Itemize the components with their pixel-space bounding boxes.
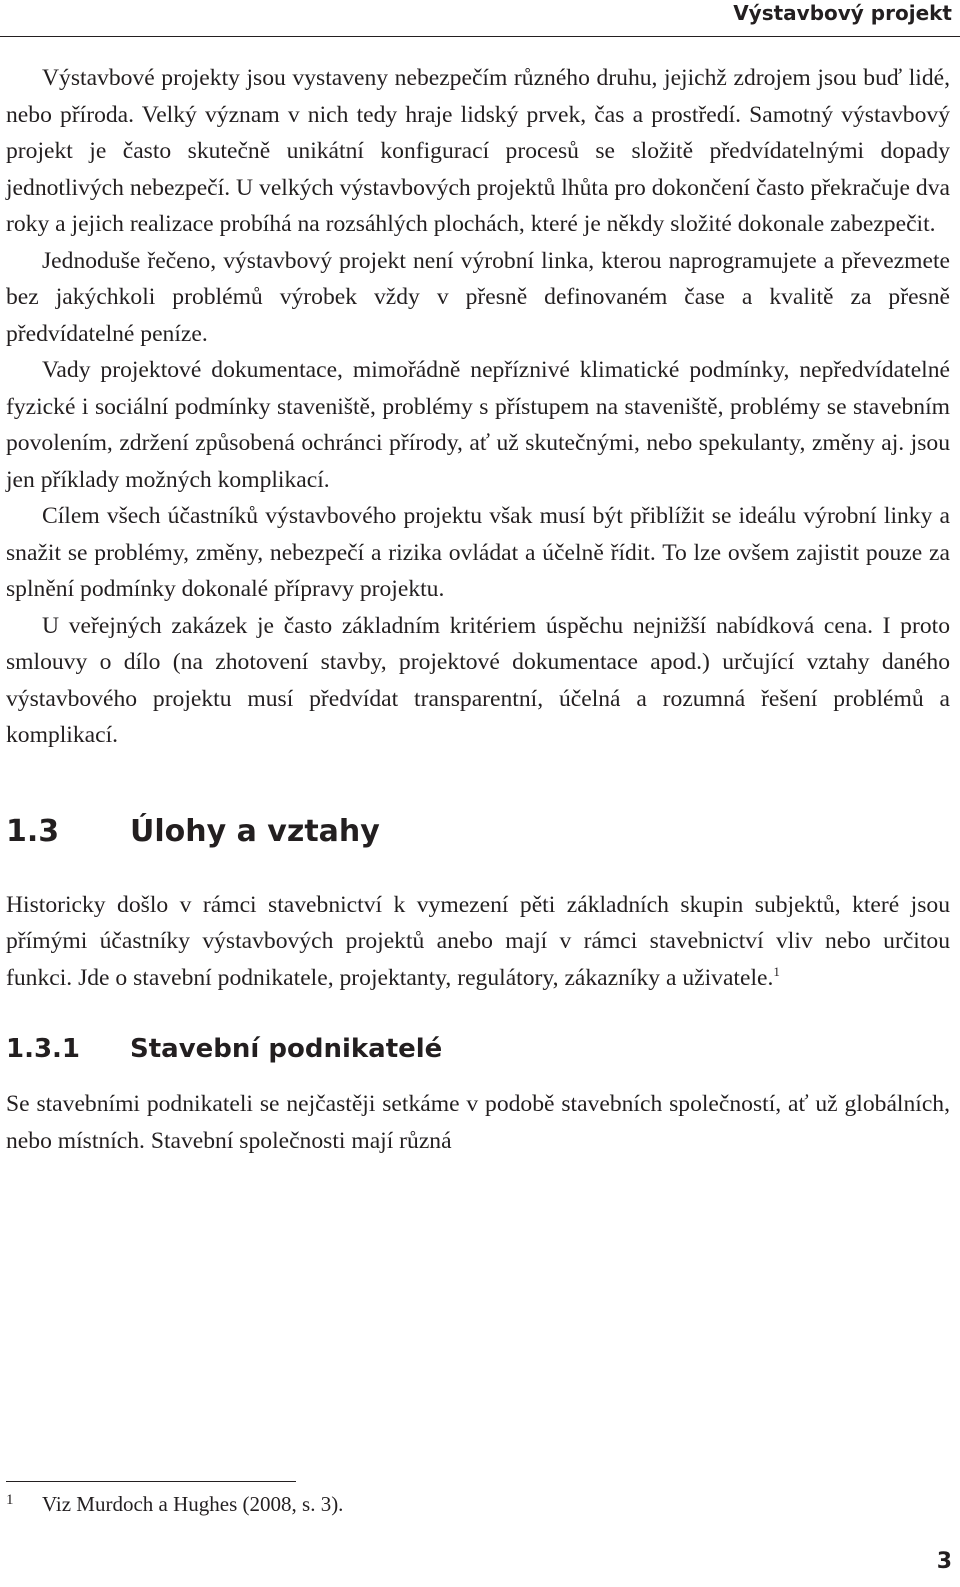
page-body	[6, 60, 950, 1159]
section-1-3-1-paragraph: Se stavebními podnikateli se nejčastěji setkáme v podobě stavebních společností, ať už globálních, nebo místních. Stavební společnosti mají různá	[6, 1091, 950, 1154]
subsection-number: 1.3.1	[6, 1034, 81, 1064]
footnote	[6, 1490, 343, 1518]
section-heading-1-3	[6, 814, 950, 849]
section-number: 1.3	[6, 813, 60, 849]
page-number: 3	[936, 1549, 952, 1574]
body-paragraph-1: Výstavbové projekty jsou vystaveny nebezpečím různého druhu, jejichž zdrojem jsou buď lidé, nebo příroda. Velký význam v nich tedy hraje lidský prvek, čas a prostředí. Samotný výstavbový projekt je často skutečně unikátní konfigurací procesů se složitě předvídatelnými dopady jednotlivých nebezpečí. U velkých výstavbových projektů lhůta pro dokončení často překračuje dva roky a jejich realizace probíhá na rozsáhlých plochách, které je někdy složité dokonale zabezpečit.	[6, 65, 950, 237]
footnote-number: 1	[6, 1492, 14, 1508]
section-title: Úlohy a vztahy	[130, 813, 380, 849]
body-paragraph-5: U veřejných zakázek je často základním kritériem úspěchu nejnižší nabídková cena. I proto smlouvy o dílo (na zhotovení stavby, projektové dokumentace apod.) určující vztahy daného výstavbového projektu musí předvídat transparentní, účelná a rozumná řešení problémů a komplikací.	[6, 612, 950, 748]
running-header-title: Výstavbový projekt	[733, 1, 952, 25]
section-heading-1-3-1	[6, 1034, 950, 1064]
footnote-reference[interactable]: 1	[773, 963, 780, 979]
body-paragraph-2: Jednoduše řečeno, výstavbový projekt není výrobní linka, kterou naprogramujete a převezmete bez jakýchkoli problémů výrobek vždy v přesně definovaném čase a kvalitě za přesně předvídatelné peníze.	[6, 247, 950, 347]
body-paragraph-3: Vady projektové dokumentace, mimořádně nepříznivé klimatické podmínky, nepředvídatelné fyzické i sociální podmínky staveniště, problémy s přístupem na staveniště, problémy se stavebním povolením, zdržení způsobená ochránci přírody, ať už skutečnými, nebo spekulanty, změny aj. jsou jen příklady možných komplikací.	[6, 357, 950, 493]
section-1-3-text: Historicky došlo v rámci stavebnictví k vymezení pěti základních skupin subjektů, které jsou přímými účastníky výstavbových projektů anebo mají v rámci stavebnictví vliv nebo určitou funkci. Jde o stavební podnikatele, projektanty, regulátory, zákazníky a uživatele.	[6, 891, 950, 991]
footnote-divider	[6, 1481, 296, 1482]
footnote-text: Viz Murdoch a Hughes (2008, s. 3).	[42, 1492, 344, 1516]
section-1-3-paragraph	[6, 887, 950, 997]
subsection-title: Stavební podnikatelé	[130, 1034, 443, 1064]
body-paragraph-4: Cílem všech účastníků výstavbového projektu však musí být přiblížit se ideálu výrobní linky a snažit se problémy, změny, nebezpečí a rizika ovládat a účelně řídit. To lze ovšem zajistit pouze za splnění podmínky dokonalé přípravy projektu.	[6, 503, 950, 602]
header-divider	[0, 36, 960, 37]
